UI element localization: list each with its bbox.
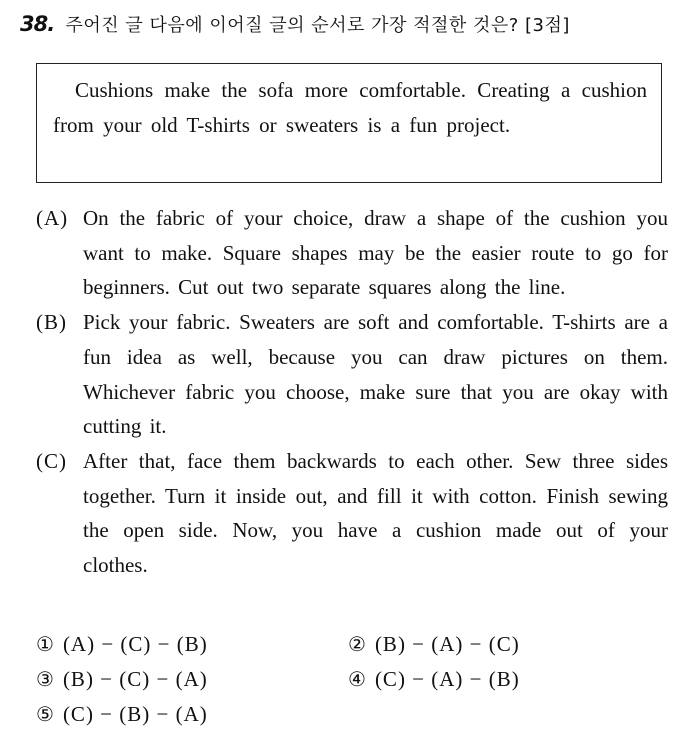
option-text: (B) − (C) − (A) <box>62 667 208 691</box>
option-text: (B) − (A) − (C) <box>374 632 520 656</box>
option-number: ④ <box>348 667 367 691</box>
option-text: (A) − (C) − (B) <box>62 632 208 656</box>
intro-box <box>36 63 662 183</box>
option-2[interactable] <box>348 627 520 662</box>
question-number: 38. <box>20 12 55 36</box>
paragraph-label: (A) <box>36 206 69 230</box>
option-number: ③ <box>36 667 55 691</box>
option-number: ① <box>36 632 55 656</box>
paragraph-label: (C) <box>36 448 67 473</box>
paragraph-label: (B) <box>36 310 67 335</box>
option-4[interactable] <box>348 662 520 697</box>
option-number: ② <box>348 632 367 656</box>
option-1[interactable] <box>36 627 208 662</box>
option-text: (C) − (A) − (B) <box>374 667 520 691</box>
option-number: ⑤ <box>36 702 55 726</box>
passage <box>36 201 668 583</box>
paragraph-text: On the fabric of your choice, draw a shape of the cushion you want to make. Square shapes may be the easier route to go for beginners. Cut out two separate squares along the line. <box>83 206 668 300</box>
option-5[interactable] <box>36 697 208 732</box>
option-text: (C) − (B) − (A) <box>62 702 208 726</box>
paragraph-b <box>36 305 668 444</box>
paragraph-text: After that, face them backwards to each other. Sew three sides together. Turn it inside out, and fill it with cotton. Finish sewing the open side. Now, you have a cushion made out of your clothes. <box>83 448 668 578</box>
option-3[interactable] <box>36 662 208 697</box>
intro-text: Cushions make the sofa more comfortable. Creating a cushion from your old T-shirts or sweaters is a fun project. <box>53 78 647 137</box>
paragraph-c <box>36 444 668 583</box>
question-header <box>20 8 670 42</box>
paragraph-text: Pick your fabric. Sweaters are soft and comfortable. T-shirts are a fun idea as well, because you can draw pictures on them. Whichever fabric you choose, make sure that you are okay with cutting it. <box>83 310 668 439</box>
question-prompt: 주어진 글 다음에 이어질 글의 순서로 가장 적절한 것은? [3점] <box>65 15 570 36</box>
paragraph-a <box>36 201 668 305</box>
